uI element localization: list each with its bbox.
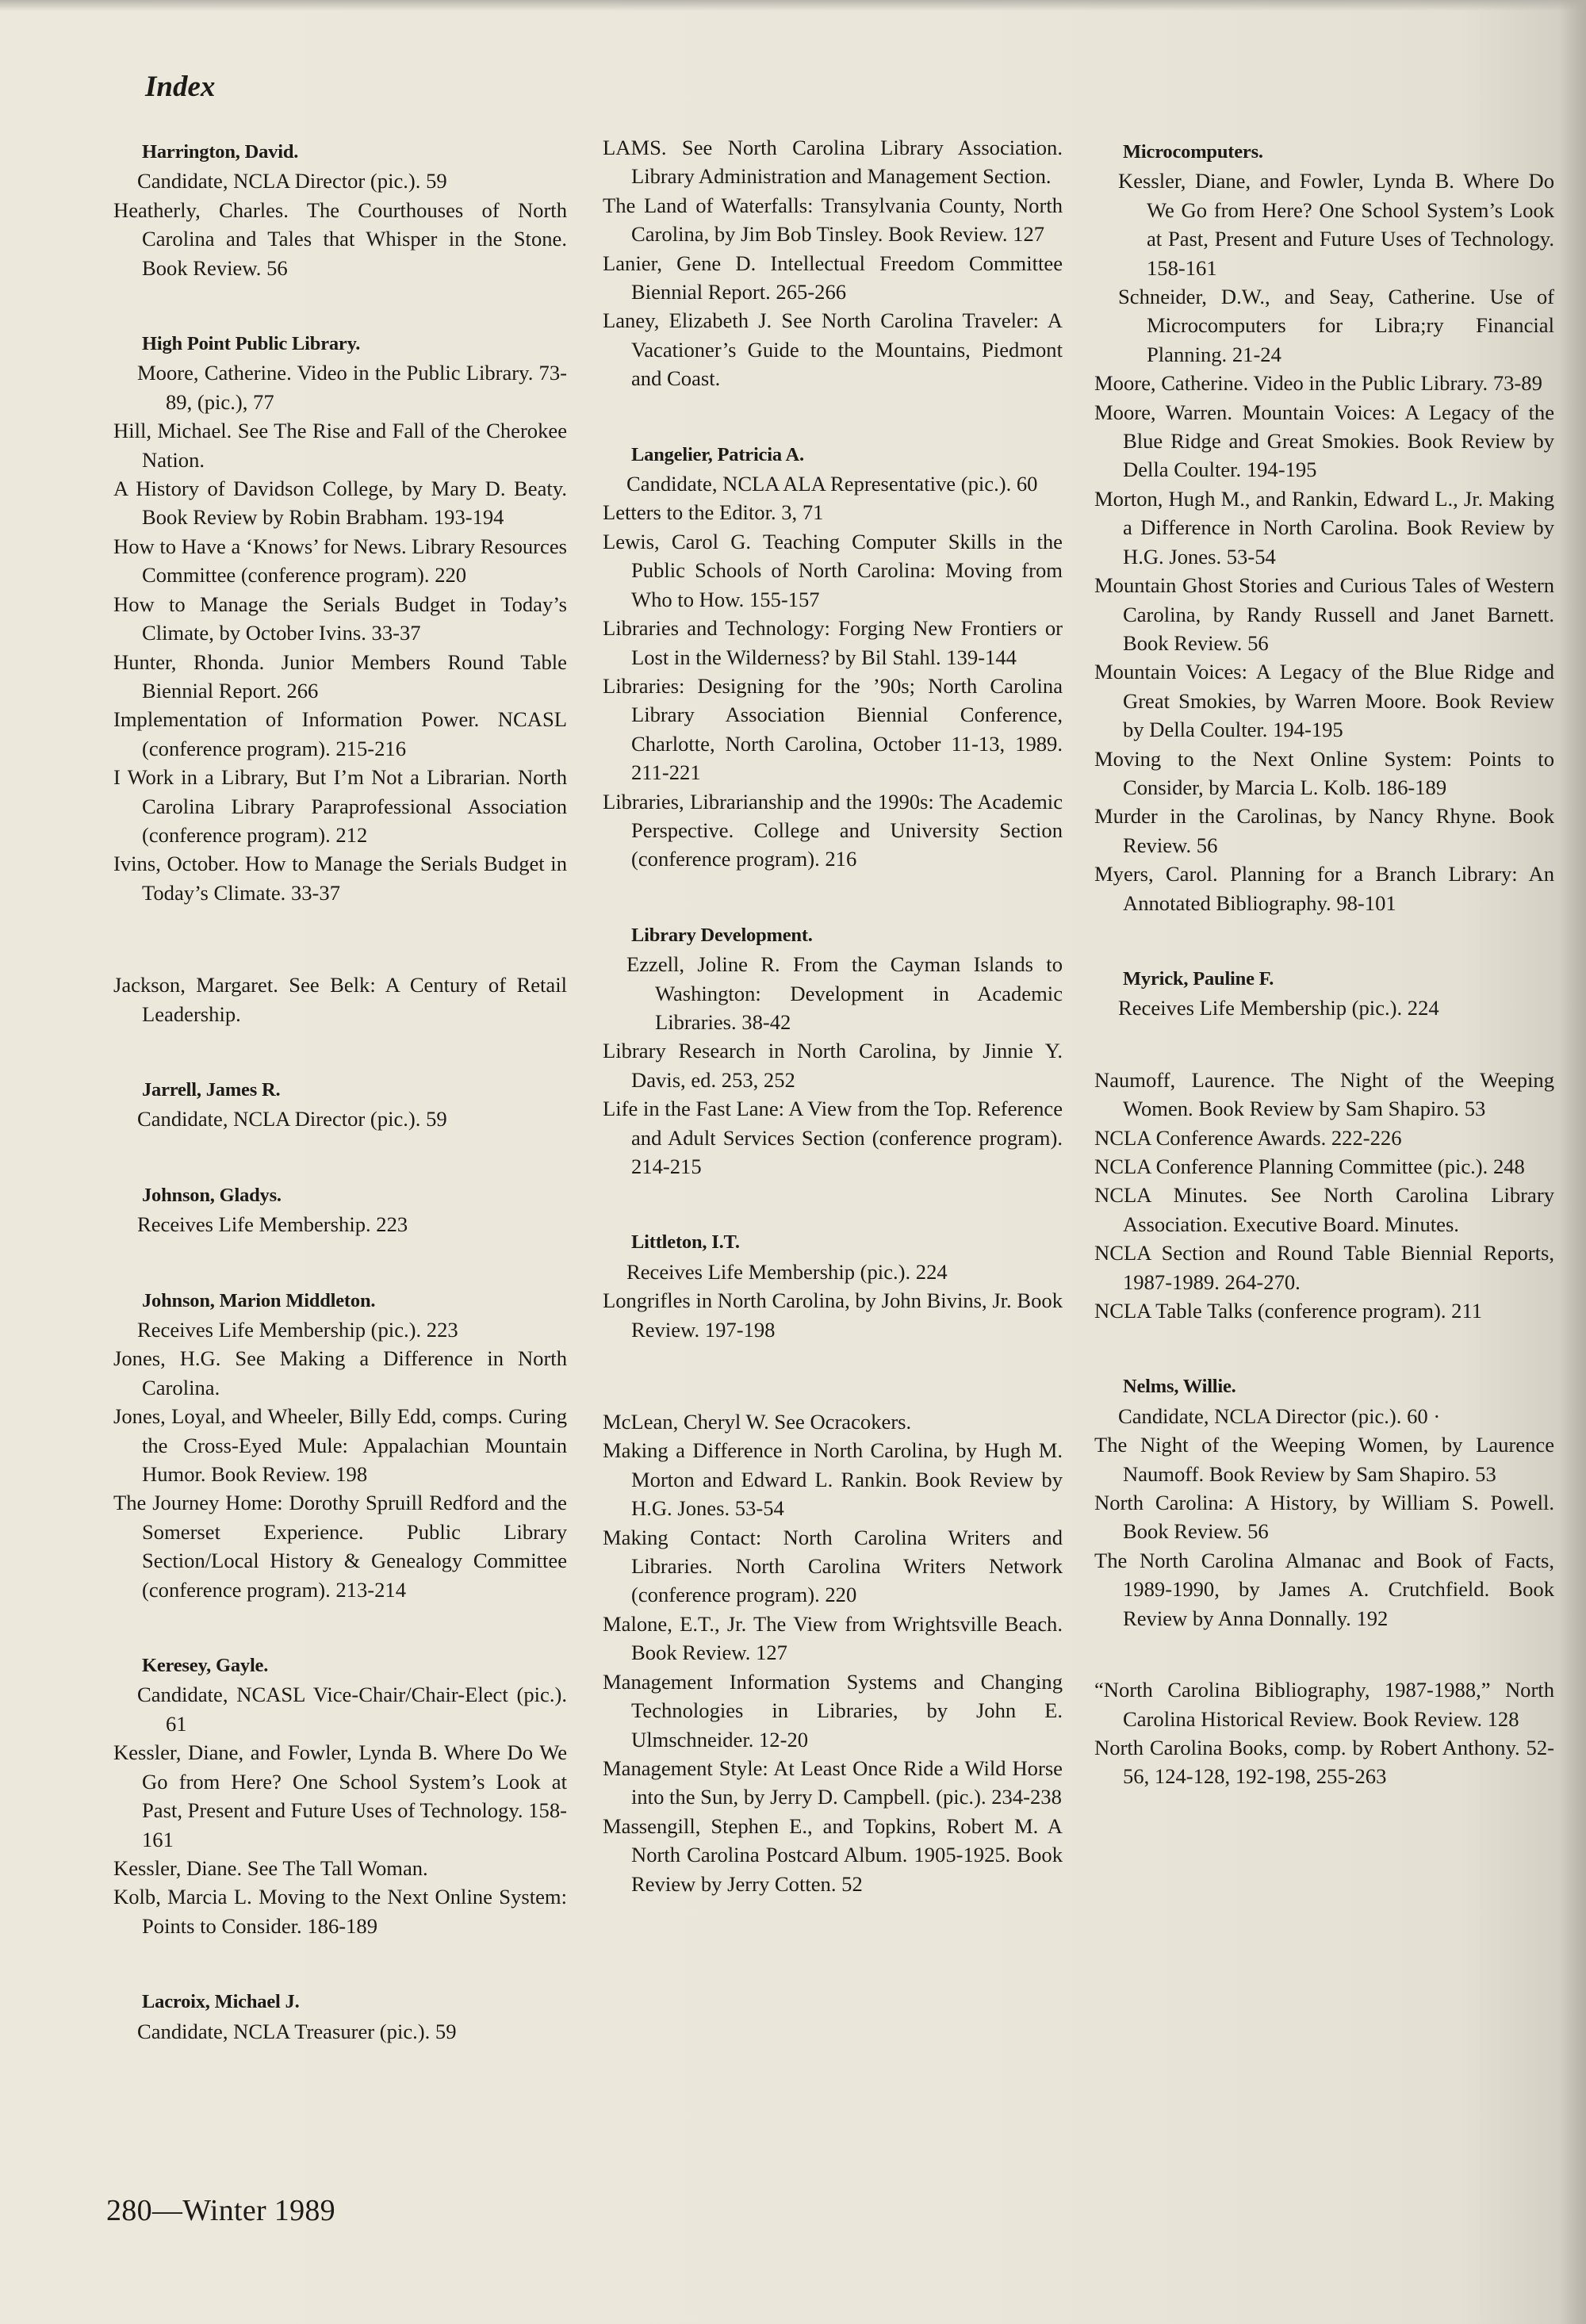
index-entry: I Work in a Library, But I’m Not a Librarian. North Carolina Library Paraprofessional Association (conference program). 212 (113, 765, 567, 847)
index-entry: Hunter, Rhonda. Junior Members Round Table Biennial Report. 266 (113, 649, 567, 703)
index-entry: Jones, Loyal, and Wheeler, Billy Edd, comps. Curing the Cross-Eyed Mule: Appalachian Mountain Humor. Book Review. 198 (113, 1404, 567, 1487)
index-entry: Kessler, Diane, and Fowler, Lynda B. Where Do We Go from Here? One School System’s Look at Past, Present and Future Uses of Technology. 158-161 (1118, 169, 1554, 280)
index-entry: Kolb, Marcia L. Moving to the Next Online System: Points to Consider. 186-189 (113, 1885, 567, 1938)
index-heading: Langelier, Patricia A. (631, 443, 804, 465)
index-entry: Heatherly, Charles. The Courthouses of North Carolina and Tales that Whisper in the Stone. Book Review. 56 (113, 197, 567, 280)
index-entry: NCLA Minutes. See North Carolina Library Association. Executive Board. Minutes. (1094, 1183, 1554, 1236)
index-entry: Letters to the Editor. 3, 71 (603, 500, 824, 525)
index-entry: Moore, Catherine. Video in the Public Library. 73-89 (1094, 371, 1542, 396)
index-entry: Candidate, NCLA ALA Representative (pic.). 60 (626, 472, 1038, 496)
entry-spacer (113, 1028, 567, 1071)
index-heading: Library Development. (631, 924, 813, 946)
entry-spacer (1094, 1325, 1554, 1368)
index-entry: Lanier, Gene D. Intellectual Freedom Committee Biennial Report. 265-266 (603, 251, 1063, 304)
index-entry: McLean, Cheryl W. See Ocracokers. (603, 1410, 912, 1434)
index-entry: Moore, Warren. Mountain Voices: A Legacy of the Blue Ridge and Great Smokies. Book Review by Della Coulter. 194-195 (1094, 400, 1554, 482)
index-entry: Jackson, Margaret. See Belk: A Century of Retail Leadership. (113, 973, 567, 1026)
index-entry: Mountain Ghost Stories and Curious Tales of Western Carolina, by Randy Russell and Janet Barnett. Book Review. 56 (1094, 573, 1554, 655)
entry-spacer (113, 1940, 567, 1983)
index-entry: Libraries, Librarianship and the 1990s: The Academic Perspective. College and University Section (conference program). 216 (603, 789, 1063, 871)
index-entry: NCLA Section and Round Table Biennial Reports, 1987-1989. 264-270. (1094, 1241, 1554, 1294)
index-entry: Receives Life Membership (pic.). 223 (137, 1318, 458, 1342)
index-entry: North Carolina: A History, by William S. Powell. Book Review. 56 (1094, 1491, 1554, 1544)
index-entry: Lewis, Carol G. Teaching Computer Skills in the Public Schools of North Carolina: Moving from Who to How. 155-157 (603, 529, 1063, 611)
entry-spacer (1094, 1023, 1554, 1066)
index-entry: Libraries and Technology: Forging New Frontiers or Lost in the Wilderness? by Bil Stahl. 139-144 (603, 616, 1063, 669)
index-entry: Massengill, Stephen E., and Topkins, Robert M. A North Carolina Postcard Album. 1905-1925. Book Review by Jerry Cotten. 52 (603, 1813, 1063, 1896)
index-entry: Candidate, NCLA Treasurer (pic.). 59 (137, 2019, 457, 2043)
index-entry: Morton, Hugh M., and Rankin, Edward L., Jr. Making a Difference in North Carolina. Book Review by H.G. Jones. 53-54 (1094, 486, 1554, 569)
index-entry: Ezzell, Joline R. From the Cayman Islands to Washington: Development in Academic Libraries. 38-42 (626, 952, 1063, 1034)
index-heading: Harrington, David. (142, 141, 299, 163)
index-entry: Ivins, October. How to Manage the Serials Budget in Today’s Climate. 33-37 (113, 852, 567, 905)
index-heading: Lacroix, Michael J. (142, 1991, 300, 2013)
index-column-2 (603, 133, 1063, 1898)
index-entry: Naumoff, Laurence. The Night of the Weeping Women. Book Review by Sam Shapiro. 53 (1094, 1067, 1554, 1121)
entry-spacer (113, 282, 567, 325)
index-heading: Keresey, Gayle. (142, 1655, 269, 1677)
index-entry: Longrifles in North Carolina, by John Bivins, Jr. Book Review. 197-198 (603, 1288, 1063, 1342)
index-entry: Candidate, NCLA Director (pic.). 60 · (1118, 1403, 1441, 1428)
page-top-shadow (0, 0, 1586, 11)
page-gutter-shadow (1559, 0, 1586, 2324)
index-entry: Candidate, NCASL Vice-Chair/Chair-Elect (pic.). 61 (137, 1683, 567, 1736)
entry-spacer (603, 1344, 1063, 1407)
index-entry: How to Manage the Serials Budget in Today’s Climate, by October Ivins. 33-37 (113, 592, 567, 645)
index-heading: Johnson, Marion Middleton. (142, 1289, 376, 1311)
entry-spacer (113, 1604, 567, 1647)
index-entry: Kessler, Diane, and Fowler, Lynda B. Where Do We Go from Here? One School System’s Look at Past, Present and Future Uses of Technology. 158-161 (113, 1740, 567, 1851)
index-entry: Libraries: Designing for the ’90s; North Carolina Library Association Biennial Conference, Charlotte, North Carolina, October 11-13, 1989. 211-221 (603, 673, 1063, 785)
entry-spacer (113, 1134, 567, 1177)
index-entry: NCLA Conference Planning Committee (pic.). 248 (1094, 1154, 1525, 1178)
index-heading: Jarrell, James R. (142, 1078, 281, 1101)
index-entry: The Land of Waterfalls: Transylvania County, North Carolina, by Jim Bob Tinsley. Book Review. 127 (603, 193, 1063, 247)
index-entry: Hill, Michael. See The Rise and Fall of the Cherokee Nation. (113, 419, 567, 472)
index-heading: High Point Public Library. (142, 333, 361, 355)
index-entry: Mountain Voices: A Legacy of the Blue Ridge and Great Smokies, by Warren Moore. Book Review by Della Coulter. 194-195 (1094, 660, 1554, 742)
index-heading: Microcomputers. (1123, 141, 1263, 163)
index-entry: Receives Life Membership (pic.). 224 (1118, 996, 1439, 1020)
index-entry: The North Carolina Almanac and Book of Facts, 1989-1990, by James A. Crutchfield. Book Review by Anna Donnally. 192 (1094, 1548, 1554, 1630)
index-entry: A History of Davidson College, by Mary D. Beaty. Book Review by Robin Brabham. 193-194 (113, 477, 567, 530)
index-heading: Myrick, Pauline F. (1123, 967, 1274, 990)
index-entry: The Journey Home: Dorothy Spruill Redford and the Somerset Experience. Public Library Section/Local History & Genealogy Committee (conference program). 213-214 (113, 1491, 567, 1602)
entry-spacer (113, 907, 567, 971)
index-entry: Malone, E.T., Jr. The View from Wrightsville Beach. Book Review. 127 (603, 1611, 1063, 1665)
index-entry: NCLA Table Talks (conference program). 211 (1094, 1299, 1483, 1323)
index-entry: Kessler, Diane. See The Tall Woman. (113, 1855, 428, 1880)
index-entry: Implementation of Information Power. NCASL (conference program). 215-216 (113, 707, 567, 760)
index-entry: Management Style: At Least Once Ride a Wild Horse into the Sun, by Jerry D. Campbell. (pic.). 234-238 (603, 1755, 1063, 1809)
index-entry: Murder in the Carolinas, by Nancy Rhyne. Book Review. 56 (1094, 804, 1554, 857)
entry-spacer (603, 1181, 1063, 1223)
entry-spacer (113, 1239, 567, 1282)
index-entry: Making a Difference in North Carolina, by Hugh M. Morton and Edward L. Rankin. Book Review by H.G. Jones. 53-54 (603, 1438, 1063, 1521)
index-entry: Laney, Elizabeth J. See North Carolina Traveler: A Vacationer’s Guide to the Mountains, Piedmont and Coast. (603, 308, 1063, 391)
index-entry: Life in the Fast Lane: A View from the Top. Reference and Adult Services Section (conference program). 214-215 (603, 1097, 1063, 1178)
index-column-3 (1094, 133, 1554, 1791)
entry-spacer (1094, 917, 1554, 960)
index-entry: LAMS. See North Carolina Library Association. Library Administration and Management Section. (603, 136, 1063, 189)
index-heading: Johnson, Gladys. (142, 1184, 282, 1206)
index-entry: “North Carolina Bibliography, 1987-1988,” North Carolina Historical Review. Book Review. 128 (1094, 1678, 1554, 1731)
index-entry: North Carolina Books, comp. by Robert Anthony. 52-56, 124-128, 192-198, 255-263 (1094, 1735, 1554, 1789)
index-entry: Making Contact: North Carolina Writers and Libraries. North Carolina Writers Network (conference program). 220 (603, 1525, 1063, 1607)
index-entry: Myers, Carol. Planning for a Branch Library: An Annotated Bibliography. 98-101 (1094, 862, 1554, 915)
index-entry: Candidate, NCLA Director (pic.). 59 (137, 169, 447, 193)
entry-spacer (603, 874, 1063, 917)
index-column-1 (113, 133, 567, 2046)
index-heading: Littleton, I.T. (631, 1231, 740, 1254)
entry-spacer (603, 393, 1063, 436)
index-heading: Nelms, Willie. (1123, 1376, 1236, 1398)
index-entry: Candidate, NCLA Director (pic.). 59 (137, 1107, 447, 1131)
page-footer: 280—Winter 1989 (106, 2194, 335, 2227)
index-entry: NCLA Conference Awards. 222-226 (1094, 1125, 1402, 1150)
index-entry: Moving to the Next Online System: Points to Consider, by Marcia L. Kolb. 186-189 (1094, 746, 1554, 799)
index-entry: Management Information Systems and Changing Technologies in Libraries, by John E. Ulmschneider. 12-20 (603, 1669, 1063, 1752)
entry-spacer (1094, 1633, 1554, 1675)
index-entry: The Night of the Weeping Women, by Laurence Naumoff. Book Review by Sam Shapiro. 53 (1094, 1433, 1554, 1486)
index-entry: Moore, Catherine. Video in the Public Library. 73-89, (pic.), 77 (137, 361, 567, 414)
index-entry: Schneider, D.W., and Seay, Catherine. Use of Microcomputers for Libra;ry Financial Planning. 21-24 (1118, 285, 1554, 366)
index-entry: Receives Life Membership. 223 (137, 1212, 408, 1237)
index-entry: Receives Life Membership (pic.). 224 (626, 1259, 948, 1284)
page-title: Index (145, 71, 216, 103)
index-entry: Library Research in North Carolina, by Jinnie Y. Davis, ed. 253, 252 (603, 1039, 1063, 1092)
index-entry: How to Have a ‘Knows’ for News. Library Resources Committee (conference program). 220 (113, 534, 567, 588)
index-entry: Jones, H.G. See Making a Difference in North Carolina. (113, 1346, 567, 1399)
